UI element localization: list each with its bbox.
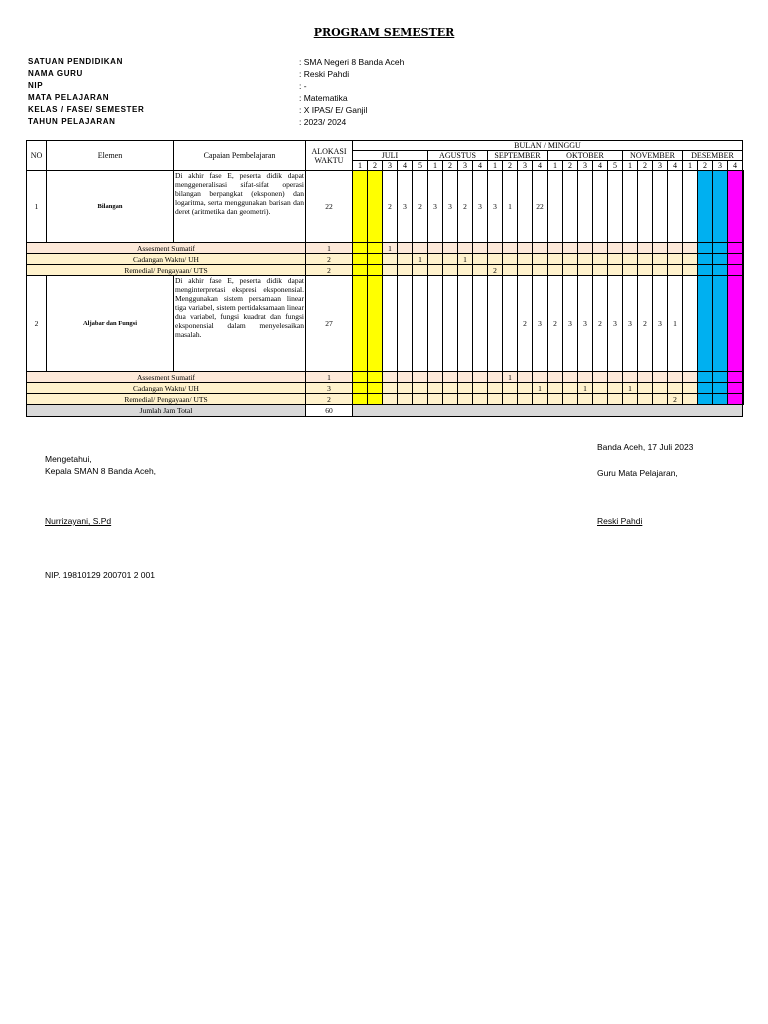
- week-cell: [383, 372, 398, 383]
- week-cell: 1: [668, 276, 683, 372]
- week-cell: [428, 372, 443, 383]
- week-cell: [698, 372, 713, 383]
- week-cell: [653, 254, 668, 265]
- week-cell: [443, 265, 458, 276]
- week-cell: [383, 254, 398, 265]
- week-cell: [533, 372, 548, 383]
- week-cell: [713, 265, 728, 276]
- week-cell: [503, 394, 518, 405]
- info-label: NIP: [28, 81, 44, 90]
- week-cell: [533, 394, 548, 405]
- week-cell: [713, 171, 728, 243]
- week-cell: [368, 372, 383, 383]
- week-cell: 3: [578, 276, 593, 372]
- row-alokasi: 2: [306, 254, 353, 265]
- month-header: DESEMBER: [683, 151, 743, 161]
- week-cell: [698, 394, 713, 405]
- row-no: 2: [27, 276, 47, 372]
- week-cell: [488, 254, 503, 265]
- week-cell: [698, 171, 713, 243]
- week-cell: 2: [518, 276, 533, 372]
- week-cell: [683, 254, 698, 265]
- week-cell: [488, 394, 503, 405]
- week-cell: 3: [488, 171, 503, 243]
- week-cell: 2: [548, 276, 563, 372]
- week-header: 4: [398, 161, 413, 171]
- page-title: PROGRAM SEMESTER: [313, 26, 455, 39]
- week-cell: 1: [413, 254, 428, 265]
- week-cell: [353, 254, 368, 265]
- week-cell: [548, 383, 563, 394]
- week-cell: [518, 383, 533, 394]
- week-cell: [578, 265, 593, 276]
- week-cell: [638, 265, 653, 276]
- week-cell: [548, 394, 563, 405]
- month-header: AGUSTUS: [428, 151, 488, 161]
- week-cell: [413, 383, 428, 394]
- week-cell: [533, 254, 548, 265]
- week-cell: [638, 394, 653, 405]
- week-cell: [563, 171, 578, 243]
- week-cell: [698, 254, 713, 265]
- row-alokasi: 2: [306, 394, 353, 405]
- week-cell: [698, 265, 713, 276]
- week-cell: [398, 383, 413, 394]
- week-cell: 2: [593, 276, 608, 372]
- week-cell: [713, 394, 728, 405]
- week-cell: [653, 265, 668, 276]
- week-cell: [383, 394, 398, 405]
- week-cell: [743, 171, 744, 243]
- week-cell: [728, 171, 743, 243]
- week-cell: 2: [668, 394, 683, 405]
- week-header: 3: [458, 161, 473, 171]
- week-cell: [623, 171, 638, 243]
- info-label: KELAS / FASE/ SEMESTER: [28, 105, 145, 114]
- info-label: NAMA GURU: [28, 69, 83, 78]
- row-alokasi: 3: [306, 383, 353, 394]
- week-cell: 3: [608, 276, 623, 372]
- week-cell: 2: [488, 265, 503, 276]
- week-cell: [728, 383, 743, 394]
- week-cell: [443, 372, 458, 383]
- week-cell: 3: [563, 276, 578, 372]
- week-cell: [593, 265, 608, 276]
- week-cell: [668, 372, 683, 383]
- place-date: Banda Aceh, 17 Juli 2023: [597, 442, 694, 452]
- info-label: MATA PELAJARAN: [28, 93, 110, 102]
- week-cell: [368, 171, 383, 243]
- header-elemen: Elemen: [47, 141, 174, 171]
- week-cell: [368, 243, 383, 254]
- week-cell: [728, 243, 743, 254]
- week-cell: [413, 276, 428, 372]
- week-cell: [413, 243, 428, 254]
- week-cell: [578, 254, 593, 265]
- row-elemen: Bilangan: [47, 171, 174, 243]
- week-cell: [668, 383, 683, 394]
- week-cell: 1: [623, 383, 638, 394]
- week-cell: [593, 394, 608, 405]
- week-cell: 3: [428, 171, 443, 243]
- week-cell: 2: [383, 171, 398, 243]
- week-cell: [548, 171, 563, 243]
- week-cell: [638, 372, 653, 383]
- week-cell: [368, 394, 383, 405]
- month-header: OKTOBER: [548, 151, 623, 161]
- program-semester-table: [26, 140, 744, 417]
- info-value: : 2023/ 2024: [299, 117, 347, 127]
- week-cell: [428, 383, 443, 394]
- week-cell: 3: [653, 276, 668, 372]
- week-cell: [353, 372, 368, 383]
- week-cell: 2: [413, 171, 428, 243]
- week-cell: [578, 243, 593, 254]
- week-cell: [383, 383, 398, 394]
- week-cell: [608, 383, 623, 394]
- total-label: Jumlah Jam Total: [27, 405, 306, 417]
- week-cell: 1: [503, 171, 518, 243]
- week-cell: [368, 383, 383, 394]
- week-cell: [353, 171, 368, 243]
- week-header: 1: [488, 161, 503, 171]
- week-cell: 3: [623, 276, 638, 372]
- row-capaian: Di akhir fase E, peserta didik dapat menggeneralisasi sifat-sifat operasi bilangan berpangkat (eksponen) dan logaritma, serta menggunakan barisan dan deret (aritmetika dan geometri).: [174, 171, 306, 243]
- week-header: 3: [713, 161, 728, 171]
- week-cell: [398, 265, 413, 276]
- week-cell: [398, 243, 413, 254]
- week-cell: [698, 243, 713, 254]
- info-value: : Reski Pahdi: [299, 69, 350, 79]
- week-cell: [548, 243, 563, 254]
- row-alokasi: 1: [306, 243, 353, 254]
- week-cell: [353, 394, 368, 405]
- week-cell: [353, 265, 368, 276]
- week-cell: [698, 383, 713, 394]
- week-cell: 2: [458, 171, 473, 243]
- week-cell: [443, 276, 458, 372]
- row-alokasi: 2: [306, 265, 353, 276]
- week-cell: [443, 394, 458, 405]
- week-header: 3: [578, 161, 593, 171]
- row-capaian: Di akhir fase E, peserta didik dapat menginterpretasi ekspresi eksponensial. Menggunakan sistem persamaan linear tiga variabel, sistem pertidaksamaan linear dua variabel, fungsi kuadrat dan fungsi eksponensial dalam menyelesaikan masalah.: [174, 276, 306, 372]
- week-cell: [518, 372, 533, 383]
- header-alokasi-line1: ALOKASI: [311, 146, 347, 156]
- row-no: 1: [27, 171, 47, 243]
- week-cell: [458, 372, 473, 383]
- week-header: 1: [548, 161, 563, 171]
- week-cell: [563, 383, 578, 394]
- week-cell: [563, 243, 578, 254]
- week-cell: [533, 265, 548, 276]
- week-cell: [383, 265, 398, 276]
- week-cell: [698, 276, 713, 372]
- row-alokasi: 27: [306, 276, 353, 372]
- week-cell: [488, 383, 503, 394]
- week-cell: [608, 171, 623, 243]
- week-cell: [563, 254, 578, 265]
- week-cell: [428, 394, 443, 405]
- week-header: 2: [698, 161, 713, 171]
- mengetahui-label: Mengetahui,: [45, 454, 92, 464]
- week-cell: [608, 394, 623, 405]
- week-header: 2: [638, 161, 653, 171]
- week-header: 2: [503, 161, 518, 171]
- week-cell: [713, 383, 728, 394]
- week-cell: [743, 383, 744, 394]
- week-cell: [623, 265, 638, 276]
- row-label: Assesment Sumatif: [27, 243, 306, 254]
- week-cell: [443, 383, 458, 394]
- week-cell: [458, 265, 473, 276]
- week-cell: [728, 394, 743, 405]
- week-cell: [503, 383, 518, 394]
- week-cell: [608, 265, 623, 276]
- teacher-title: Guru Mata Pelajaran,: [597, 468, 678, 478]
- week-cell: [458, 243, 473, 254]
- teacher-name: Reski Pahdi: [597, 516, 643, 526]
- week-cell: [383, 276, 398, 372]
- week-header: 4: [728, 161, 743, 171]
- week-cell: [413, 394, 428, 405]
- week-cell: 3: [533, 276, 548, 372]
- week-cell: 2: [638, 276, 653, 372]
- week-cell: [743, 372, 744, 383]
- month-header: SEPTEMBER: [488, 151, 548, 161]
- week-cell: [473, 372, 488, 383]
- week-cell: 3: [473, 171, 488, 243]
- week-header: 2: [443, 161, 458, 171]
- week-cell: [638, 254, 653, 265]
- week-cell: [578, 372, 593, 383]
- week-cell: [593, 372, 608, 383]
- week-cell: [398, 254, 413, 265]
- row-alokasi: 1: [306, 372, 353, 383]
- week-header: 5: [608, 161, 623, 171]
- week-cell: [518, 394, 533, 405]
- week-cell: [458, 276, 473, 372]
- week-header: 1: [428, 161, 443, 171]
- row-label: Remedial/ Pengayaan/ UTS: [27, 394, 306, 405]
- week-cell: [518, 254, 533, 265]
- week-cell: [638, 171, 653, 243]
- week-cell: [563, 265, 578, 276]
- week-header: 3: [653, 161, 668, 171]
- week-cell: [353, 243, 368, 254]
- week-cell: [503, 254, 518, 265]
- header-alokasi: [306, 141, 353, 171]
- week-cell: [533, 243, 548, 254]
- info-value: : Matematika: [299, 93, 348, 103]
- week-cell: 3: [443, 171, 458, 243]
- week-cell: 1: [458, 254, 473, 265]
- week-cell: [353, 383, 368, 394]
- week-cell: [458, 383, 473, 394]
- week-cell: [593, 383, 608, 394]
- headmaster-title: Kepala SMAN 8 Banda Aceh,: [45, 466, 157, 476]
- week-cell: [473, 243, 488, 254]
- week-cell: [683, 276, 698, 372]
- week-cell: [473, 394, 488, 405]
- week-cell: [683, 372, 698, 383]
- week-cell: [623, 254, 638, 265]
- week-cell: [668, 243, 683, 254]
- month-header: JULI: [353, 151, 428, 161]
- week-cell: 3: [398, 171, 413, 243]
- week-cell: [713, 243, 728, 254]
- row-label: Remedial/ Pengayaan/ UTS: [27, 265, 306, 276]
- week-header: 2: [563, 161, 578, 171]
- week-cell: [518, 243, 533, 254]
- week-cell: [518, 265, 533, 276]
- week-header: 2: [368, 161, 383, 171]
- week-cell: [413, 372, 428, 383]
- week-cell: [743, 276, 744, 372]
- week-cell: [593, 171, 608, 243]
- week-cell: [608, 254, 623, 265]
- row-label: Assesment Sumatif: [27, 372, 306, 383]
- week-cell: [743, 243, 744, 254]
- week-cell: [488, 243, 503, 254]
- week-cell: [668, 171, 683, 243]
- week-cell: 1: [503, 372, 518, 383]
- week-cell: [548, 254, 563, 265]
- week-cell: [473, 265, 488, 276]
- week-header: 1: [353, 161, 368, 171]
- week-cell: [668, 265, 683, 276]
- week-cell: [563, 394, 578, 405]
- week-cell: [623, 243, 638, 254]
- week-cell: [368, 276, 383, 372]
- week-cell: [728, 276, 743, 372]
- week-cell: [428, 276, 443, 372]
- week-cell: [473, 383, 488, 394]
- total-value: 60: [306, 405, 353, 417]
- month-header: NOVEMBER: [623, 151, 683, 161]
- week-cell: [728, 372, 743, 383]
- week-cell: [653, 171, 668, 243]
- week-cell: [728, 254, 743, 265]
- week-cell: [428, 254, 443, 265]
- week-cell: [458, 394, 473, 405]
- week-cell: [608, 372, 623, 383]
- week-cell: [653, 383, 668, 394]
- week-cell: [548, 372, 563, 383]
- week-cell: 1: [578, 383, 593, 394]
- week-header: 5: [413, 161, 428, 171]
- week-cell: [548, 265, 563, 276]
- week-cell: [488, 372, 503, 383]
- week-cell: [368, 254, 383, 265]
- week-header: 3: [383, 161, 398, 171]
- week-cell: [413, 265, 428, 276]
- week-header: 4: [533, 161, 548, 171]
- week-cell: [743, 254, 744, 265]
- week-cell: [683, 394, 698, 405]
- week-cell: [368, 265, 383, 276]
- week-cell: [683, 265, 698, 276]
- total-filler: [353, 405, 743, 417]
- info-value: : -: [299, 81, 307, 91]
- info-value: : SMA Negeri 8 Banda Aceh: [299, 57, 405, 67]
- week-cell: [728, 265, 743, 276]
- week-cell: 22: [533, 171, 548, 243]
- week-cell: [743, 265, 744, 276]
- headmaster-name: Nurrizayani, S.Pd: [45, 516, 112, 526]
- week-header: 4: [473, 161, 488, 171]
- week-cell: [503, 243, 518, 254]
- week-cell: 1: [383, 243, 398, 254]
- header-alokasi-line2: WAKTU: [314, 155, 344, 165]
- row-alokasi: 22: [306, 171, 353, 243]
- week-cell: [443, 254, 458, 265]
- headmaster-nip: NIP. 19810129 200701 2 001: [45, 570, 155, 580]
- week-cell: [563, 372, 578, 383]
- week-cell: [503, 265, 518, 276]
- week-cell: [683, 243, 698, 254]
- week-cell: [443, 243, 458, 254]
- week-cell: [593, 243, 608, 254]
- week-cell: [653, 243, 668, 254]
- week-cell: [473, 276, 488, 372]
- week-cell: [683, 171, 698, 243]
- week-cell: [623, 394, 638, 405]
- week-header: 1: [683, 161, 698, 171]
- week-cell: [713, 276, 728, 372]
- header-no: NO: [27, 141, 47, 171]
- row-elemen: Aljabar dan Fungsi: [47, 276, 174, 372]
- info-label: TAHUN PELAJARAN: [28, 117, 116, 126]
- week-cell: [398, 394, 413, 405]
- week-header: 1: [623, 161, 638, 171]
- row-label: Cadangan Waktu/ UH: [27, 254, 306, 265]
- week-cell: [428, 265, 443, 276]
- row-label: Cadangan Waktu/ UH: [27, 383, 306, 394]
- info-label: SATUAN PENDIDIKAN: [28, 57, 123, 66]
- week-cell: [743, 394, 744, 405]
- week-cell: [503, 276, 518, 372]
- week-cell: [653, 372, 668, 383]
- info-value: : X IPAS/ E/ Ganjil: [299, 105, 368, 115]
- week-cell: [428, 243, 443, 254]
- week-cell: [608, 243, 623, 254]
- week-cell: [578, 394, 593, 405]
- week-cell: [578, 171, 593, 243]
- week-cell: [398, 372, 413, 383]
- week-cell: [473, 254, 488, 265]
- week-cell: [668, 254, 683, 265]
- header-bulan-minggu: BULAN / MINGGU: [353, 141, 743, 151]
- week-cell: [518, 171, 533, 243]
- week-cell: [713, 254, 728, 265]
- week-header: 3: [518, 161, 533, 171]
- week-cell: [653, 394, 668, 405]
- week-cell: [398, 276, 413, 372]
- week-cell: [623, 372, 638, 383]
- week-cell: [638, 383, 653, 394]
- week-cell: [593, 254, 608, 265]
- week-cell: [488, 276, 503, 372]
- week-cell: 1: [533, 383, 548, 394]
- week-header: 4: [668, 161, 683, 171]
- week-cell: [638, 243, 653, 254]
- week-cell: [683, 383, 698, 394]
- header-capaian: Capaian Pembelajaran: [174, 141, 306, 171]
- week-cell: [353, 276, 368, 372]
- week-header: 4: [593, 161, 608, 171]
- week-cell: [713, 372, 728, 383]
